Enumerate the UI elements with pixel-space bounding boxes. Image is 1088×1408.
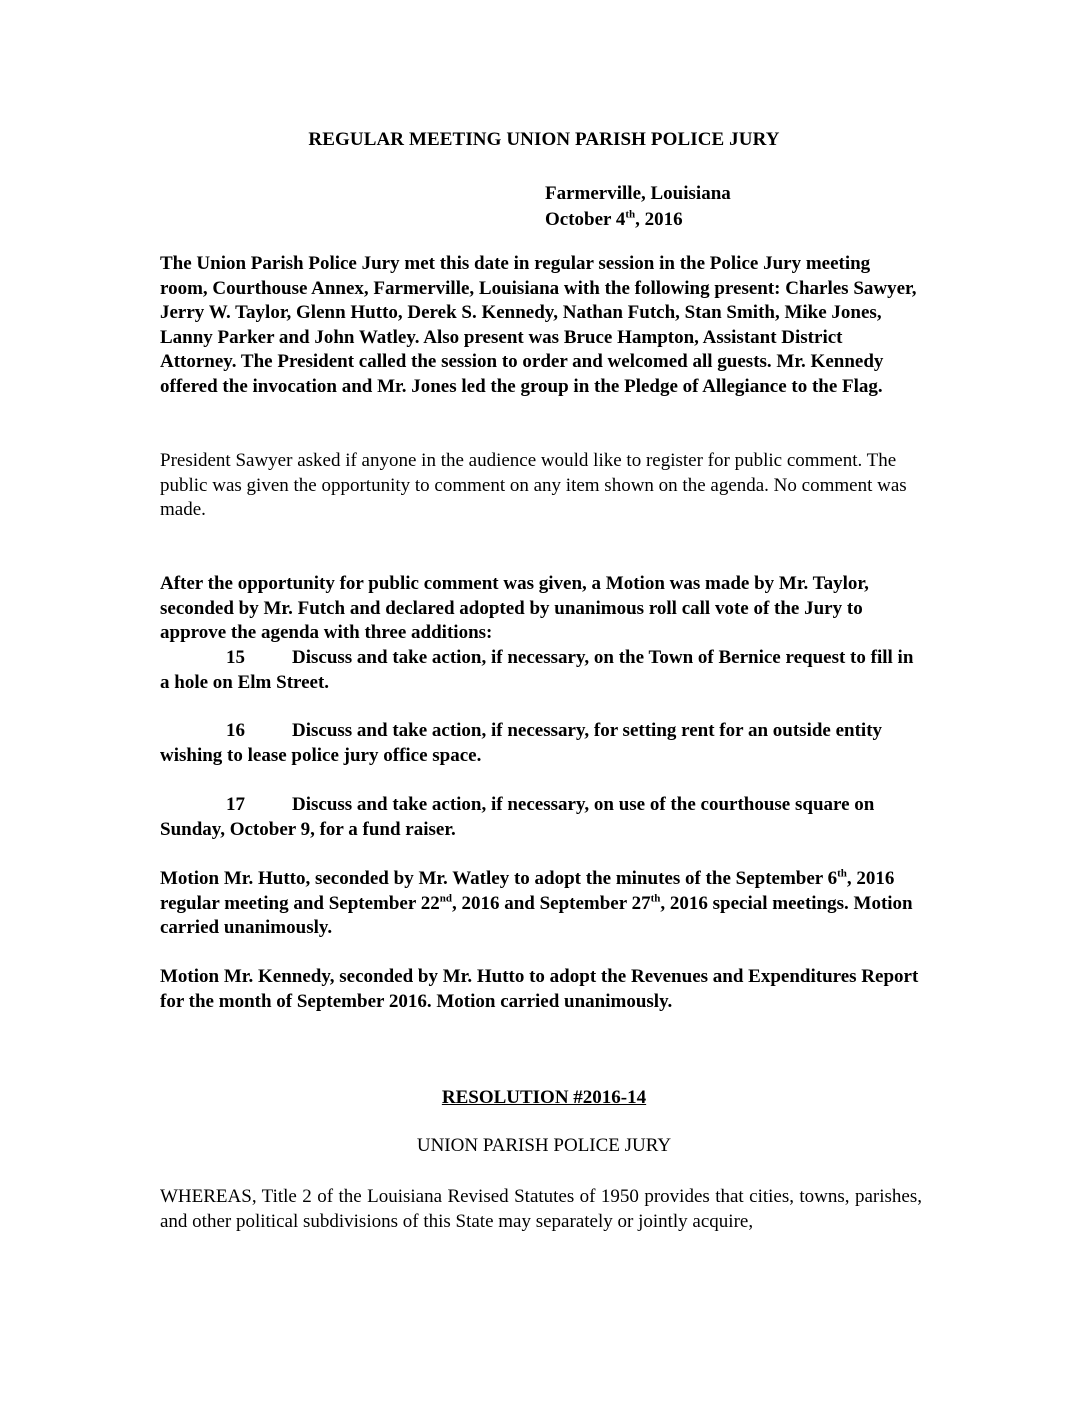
meeting-date-year: , 2016: [635, 209, 683, 230]
minutes-text-d: , 2016 special meetings. Motion carried unanimously.: [160, 892, 913, 939]
minutes-sup-1: th: [837, 867, 847, 880]
agenda-motion-paragraph: After the opportunity for public comment was given, a Motion was made by Mr. Taylor, seconded by Mr. Futch and declared adopted by unanimous roll call vote of the Jury to approve the agenda with three additions:: [160, 573, 869, 644]
public-comment-paragraph: President Sawyer asked if anyone in the audience would like to register for public comment. The public was given the opportunity to comment on any item shown on the agenda. No comment was made.: [160, 450, 907, 521]
minutes-sup-2: nd: [439, 892, 452, 905]
resolution-title: RESOLUTION #2016-14: [441, 1087, 647, 1108]
minutes-text-c: , 2016 and September 27: [451, 892, 651, 914]
agenda-item-number: 16: [226, 720, 245, 741]
agenda-item-text: Discuss and take action, if necessary, on use of the courthouse square on Sunday, October 9, for a fund raiser.: [160, 794, 875, 840]
meeting-date-main: October 4: [545, 209, 626, 230]
meeting-date: [545, 207, 731, 233]
agenda-item-15: [160, 646, 922, 695]
attendance-paragraph: The Union Parish Police Jury met this date in regular session in the Police Jury meeting room, Courthouse Annex, Farmerville, Louisiana with the following present: Charles Sawyer, Jerry W. Taylor, Glenn Hutto, Derek S. Kennedy, Nathan Futch, Stan Smith, Mike Jones, Lanny Parker and John Watley. Also present was Bruce Hampton, Assistant District Attorney. The President called the session to order and welcomed all guests. Mr. Kennedy offered the invocation and Mr. Jones led the group in the Pledge of Allegiance to the Flag.: [160, 253, 917, 397]
revenues-motion-paragraph: Motion Mr. Kennedy, seconded by Mr. Hutto to adopt the Revenues and Expenditures Report for the month of September 2016. Motion carried unanimously.: [160, 966, 919, 1012]
minutes-motion-paragraph: [160, 867, 922, 941]
resolution-subtitle: UNION PARISH POLICE JURY: [416, 1135, 672, 1156]
agenda-item-text: Discuss and take action, if necessary, on the Town of Bernice request to fill in a hole on Elm Street.: [160, 647, 914, 693]
meeting-date-sup: th: [625, 208, 636, 221]
agenda-item-17: [160, 793, 922, 842]
meeting-title: REGULAR MEETING UNION PARISH POLICE JURY: [308, 129, 780, 150]
meeting-place: Farmerville, Louisiana: [545, 183, 731, 204]
agenda-item-number: 17: [226, 794, 245, 815]
agenda-item-text: Discuss and take action, if necessary, for setting rent for an outside entity wishing to lease police jury office space.: [160, 720, 883, 766]
place-date-block: [545, 181, 731, 233]
agenda-item-number: 15: [226, 647, 245, 668]
minutes-text-b: , 2016 regular meeting and September 22: [160, 868, 895, 914]
agenda-item-16: [160, 719, 922, 768]
minutes-text-a: Motion Mr. Hutto, seconded by Mr. Watley to adopt the minutes of the September 6: [160, 868, 838, 889]
minutes-sup-3: th: [650, 892, 661, 905]
whereas-paragraph: WHEREAS, Title 2 of the Louisiana Revised Statutes of 1950 provides that cities, towns, parishes, and other political subdivisions of this State may separately or jointly acquire,: [160, 1186, 922, 1232]
